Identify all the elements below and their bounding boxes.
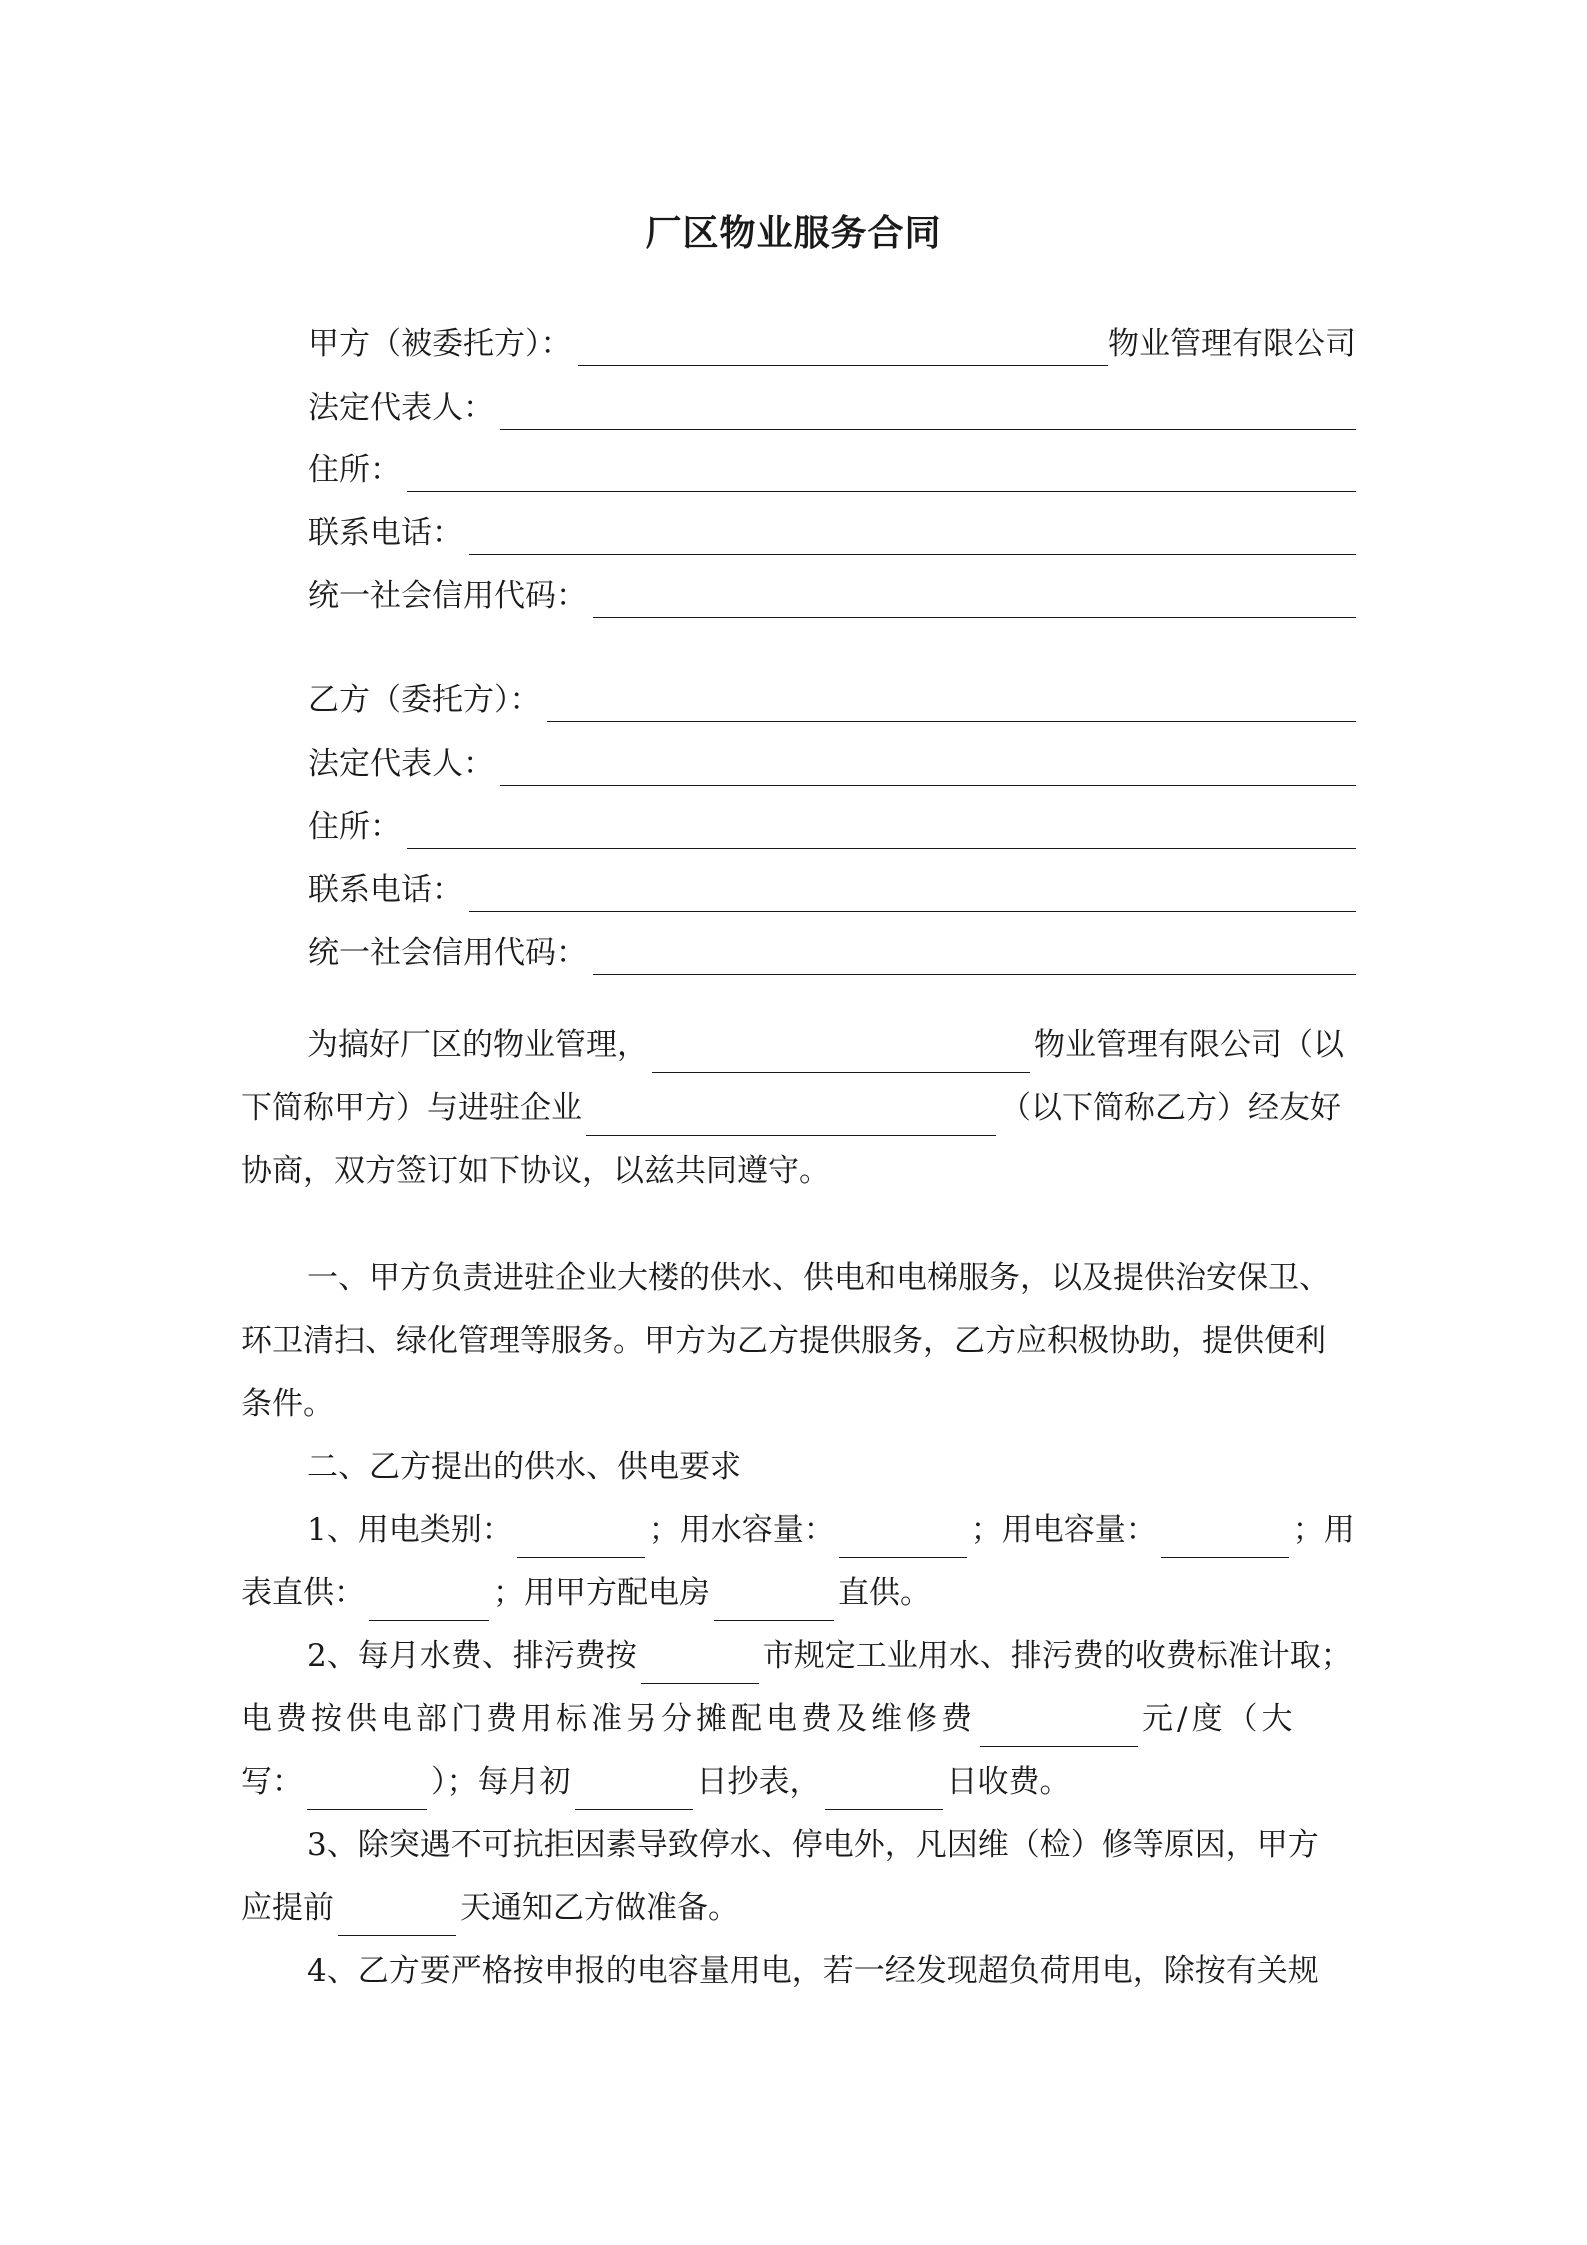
party-b-address-field[interactable] bbox=[407, 814, 1356, 849]
party-a-name-label: 甲方（被委托方）： bbox=[308, 326, 572, 362]
item-1-text-e: 表直供： bbox=[241, 1575, 365, 1611]
clause-1-text-3: 条件。 bbox=[241, 1386, 334, 1422]
item-2-text-g: 日抄表， bbox=[696, 1764, 821, 1800]
item-2-text-d: 元/度（大 bbox=[1142, 1701, 1297, 1737]
intro-line-3 bbox=[241, 1148, 1356, 1211]
party-b-name-field[interactable] bbox=[547, 687, 1357, 722]
item-2-line-1 bbox=[241, 1633, 1356, 1696]
intro-line-1 bbox=[241, 1022, 1356, 1085]
item-2-line-3 bbox=[241, 1759, 1356, 1822]
party-b-phone-row bbox=[308, 868, 1356, 912]
intro-text-3: 协商，双方签订如下协议，以兹共同遵守。 bbox=[241, 1153, 830, 1189]
party-b-credit-code-label: 统一社会信用代码： bbox=[308, 935, 587, 971]
party-b-rep-row bbox=[308, 742, 1356, 786]
party-a-rep-label: 法定代表人： bbox=[308, 390, 494, 426]
amount-in-words-blank[interactable] bbox=[307, 1775, 427, 1810]
intro-line-2 bbox=[241, 1085, 1356, 1148]
clause-1-text-2: 环卫清扫、绿化管理等服务。甲方为乙方提供服务，乙方应积极协助，提供便利 bbox=[241, 1323, 1326, 1359]
party-a-rep-row bbox=[308, 386, 1356, 430]
intro-text-1a: 为搞好厂区的物业管理， bbox=[307, 1027, 648, 1063]
party-b-name-row bbox=[308, 678, 1356, 722]
distribution-room-blank[interactable] bbox=[714, 1586, 834, 1621]
power-category-blank[interactable] bbox=[517, 1523, 645, 1558]
party-b-credit-code-field[interactable] bbox=[593, 940, 1356, 975]
company-name-blank[interactable] bbox=[652, 1038, 1030, 1073]
notice-days-blank[interactable] bbox=[338, 1901, 456, 1936]
meter-reading-day-blank[interactable] bbox=[575, 1775, 693, 1810]
item-1-line-2 bbox=[241, 1570, 1356, 1633]
clause-1 bbox=[241, 1255, 1356, 1444]
party-a-credit-code-label: 统一社会信用代码： bbox=[308, 578, 587, 614]
city-blank[interactable] bbox=[641, 1649, 759, 1684]
clause-2-heading bbox=[241, 1444, 1356, 1507]
party-a-address-field[interactable] bbox=[407, 457, 1356, 492]
item-3-line-1 bbox=[241, 1822, 1356, 1885]
clause-1-text-1: 一、甲方负责进驻企业大楼的供水、供电和电梯服务，以及提供治安保卫、 bbox=[307, 1260, 1330, 1296]
party-b-address-label: 住所： bbox=[308, 809, 401, 845]
item-1-text-c: ；用电容量： bbox=[970, 1512, 1157, 1548]
party-b-rep-label: 法定代表人： bbox=[308, 746, 494, 782]
party-a-name-row bbox=[308, 322, 1356, 366]
meter-direct-blank[interactable] bbox=[369, 1586, 489, 1621]
water-capacity-blank[interactable] bbox=[839, 1523, 967, 1558]
enterprise-name-blank[interactable] bbox=[586, 1101, 996, 1136]
intro-paragraph bbox=[241, 1022, 1356, 1211]
party-b-phone-field[interactable] bbox=[469, 877, 1356, 912]
clause-2 bbox=[241, 1444, 1356, 2011]
intro-text-1b: 物业管理有限公司（以 bbox=[1034, 1027, 1344, 1063]
clause-2-heading-text: 二、乙方提出的供水、供电要求 bbox=[307, 1449, 741, 1485]
intro-text-2b: （以下简称乙方）经友好 bbox=[1000, 1090, 1341, 1126]
item-2-text-e: 写： bbox=[241, 1764, 303, 1800]
item-3-text-a: 3、除突遇不可抗拒因素导致停水、停电外，凡因维（检）修等原因，甲方 bbox=[307, 1827, 1319, 1863]
item-2-text-a: 2、每月水费、排污费按 bbox=[307, 1638, 637, 1674]
clause-1-line-3 bbox=[241, 1381, 1356, 1444]
item-3-text-b: 应提前 bbox=[241, 1890, 334, 1926]
billing-day-blank[interactable] bbox=[825, 1775, 943, 1810]
party-b-address-row bbox=[308, 805, 1356, 849]
party-a-phone-label: 联系电话： bbox=[308, 515, 463, 551]
power-capacity-blank[interactable] bbox=[1161, 1523, 1289, 1558]
item-4-text-a: 4、乙方要严格按申报的电容量用电，若一经发现超负荷用电，除按有关规 bbox=[307, 1953, 1319, 1989]
item-3-text-c: 天通知乙方做准备。 bbox=[460, 1890, 739, 1926]
item-1-text-b: ；用水容量： bbox=[648, 1512, 835, 1548]
item-1-text-d: ；用 bbox=[1292, 1512, 1355, 1548]
party-a-credit-code-field[interactable] bbox=[593, 583, 1356, 618]
item-1-line-1 bbox=[241, 1507, 1356, 1570]
item-2-text-c: 电费按供电部门费用标准另分摊配电费及维修费 bbox=[241, 1701, 976, 1737]
party-a-rep-field[interactable] bbox=[500, 395, 1356, 430]
party-b-phone-label: 联系电话： bbox=[308, 872, 463, 908]
item-1-text-a: 1、用电类别： bbox=[307, 1512, 513, 1548]
party-b-name-label: 乙方（委托方）： bbox=[308, 682, 541, 718]
party-a-name-suffix: 物业管理有限公司 bbox=[1108, 326, 1356, 362]
party-a-phone-field[interactable] bbox=[469, 520, 1356, 555]
party-a-phone-row bbox=[308, 511, 1356, 555]
item-1-text-f: ；用甲方配电房 bbox=[493, 1575, 710, 1611]
document-title: 厂区物业服务合同 bbox=[645, 212, 942, 254]
item-1-text-g: 直供。 bbox=[838, 1575, 931, 1611]
item-2-line-2 bbox=[241, 1696, 1356, 1759]
item-2-text-h: 日收费。 bbox=[946, 1764, 1071, 1800]
item-2-text-f: ）；每月初 bbox=[431, 1764, 571, 1800]
maintenance-fee-blank[interactable] bbox=[980, 1712, 1138, 1747]
party-a-address-label: 住所： bbox=[308, 452, 401, 488]
party-a-address-row bbox=[308, 448, 1356, 492]
party-a-credit-code-row bbox=[308, 574, 1356, 618]
intro-text-2a: 下简称甲方）与进驻企业 bbox=[241, 1090, 582, 1126]
item-2-text-b: 市规定工业用水、排污费的收费标准计取； bbox=[762, 1638, 1352, 1674]
clause-1-line-1 bbox=[241, 1255, 1356, 1318]
party-b-rep-field[interactable] bbox=[500, 751, 1356, 786]
item-4-line-1 bbox=[241, 1948, 1356, 2011]
party-a-name-field[interactable] bbox=[578, 331, 1109, 366]
clause-1-line-2 bbox=[241, 1318, 1356, 1381]
party-b-credit-code-row bbox=[308, 931, 1356, 975]
item-3-line-2 bbox=[241, 1885, 1356, 1948]
